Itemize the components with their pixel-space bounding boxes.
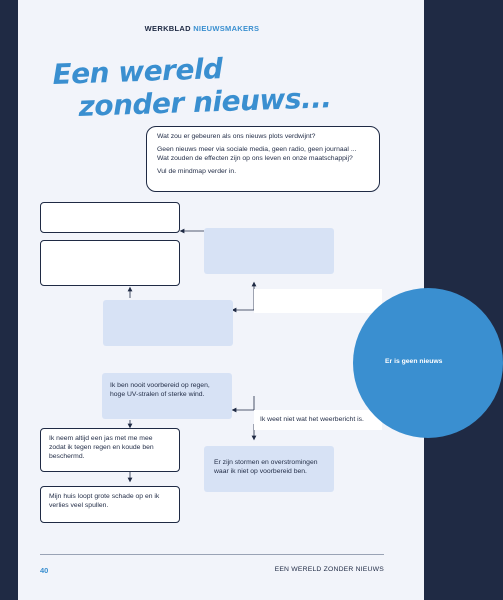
mindmap-box-2[interactable] (40, 240, 180, 286)
page-title-line-2: zonder nieuws... (77, 81, 332, 123)
footer-divider (40, 554, 384, 555)
page-number: 40 (40, 566, 49, 575)
page-title-line-1: Een wereld (51, 52, 224, 91)
box-text: Ik weet niet wat het weerbericht is. (260, 416, 364, 423)
mindmap-box-6 (102, 373, 232, 419)
mindmap-center-circle (353, 288, 503, 438)
intro-body: Geen nieuws meer via sociale media, geen radio, geen journaal ... Wat zouden de effecten zijn op ons leven en onze maatschappij? (157, 146, 357, 162)
intro-instruction: Vul de mindmap verder in. (157, 168, 237, 175)
box-text: Ik ben nooit voorbereid op regen, hoge UV-stralen of sterke wind. (110, 382, 210, 398)
mindmap-box-5[interactable] (103, 300, 233, 346)
mindmap-box-1[interactable] (40, 202, 180, 233)
mindmap-box-8 (40, 428, 180, 472)
header-series: NIEUWSMAKERS (193, 24, 260, 33)
mindmap-box-10 (40, 486, 180, 523)
box-text: Er zijn stormen en overstromingen waar ik niet op voorbereid ben. (214, 459, 318, 475)
footer-title: EEN WERELD ZONDER NIEUWS (274, 566, 384, 573)
intro-question: Wat zou er gebeuren als ons nieuws plots verdwijnt? (157, 133, 316, 140)
mindmap-box-3[interactable] (204, 228, 334, 274)
header-label: WERKBLAD (144, 24, 191, 33)
box-text: Ik neem altijd een jas met me mee zodat ik tegen regen en koude ben beschermd. (49, 435, 154, 460)
box-text: Mijn huis loopt grote schade op en ik verlies veel spullen. (49, 493, 160, 509)
mindmap-box-4[interactable] (254, 289, 382, 313)
mindmap-box-7 (254, 410, 382, 430)
worksheet-page (18, 0, 443, 600)
center-label: Er is geen nieuws (385, 358, 443, 365)
mindmap-box-9 (204, 446, 334, 492)
